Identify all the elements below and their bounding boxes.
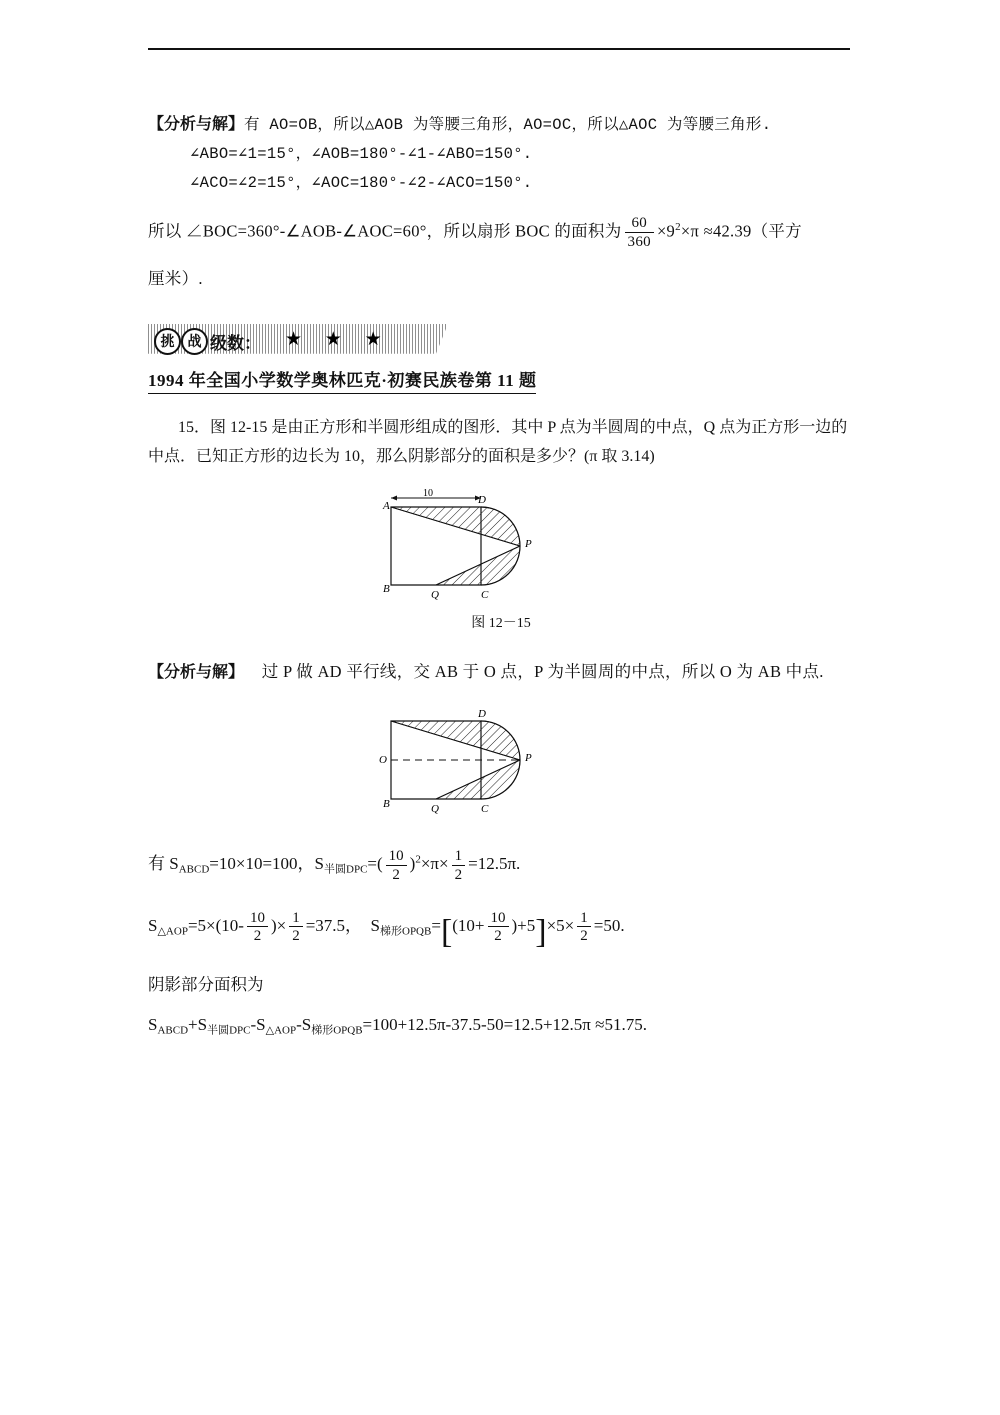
header-rule (148, 48, 850, 50)
eq1-frac2-den: 2 (452, 865, 466, 884)
solution1-line4 (148, 215, 854, 251)
eq2b-fraction-10-2 (488, 910, 509, 946)
eq2b-in2: )+5 (511, 916, 536, 935)
eq2-sub: △AOP (157, 925, 188, 938)
equation-3 (148, 1015, 854, 1037)
eq2b-end: =50. (593, 916, 625, 935)
eq2b-in1: (10+ (452, 916, 485, 935)
challenge-banner (148, 324, 448, 358)
eq1-tail: ×π× (420, 854, 449, 874)
eq2b-frac2-den: 2 (577, 926, 591, 945)
figure-2-label-P: P (525, 752, 532, 765)
eq1-frac2-num: 1 (454, 848, 463, 865)
figure-1-canvas (148, 485, 854, 610)
eq1-post: ) (409, 854, 416, 874)
eq1-eq: =( (367, 854, 383, 874)
eq2b-frac2-num: 1 (580, 909, 588, 926)
eq3-minus: -S (250, 1015, 266, 1035)
eq1-fraction-1-2 (452, 848, 466, 884)
eq2-frac-den: 2 (247, 926, 268, 945)
eq2b-eq: = (431, 916, 441, 935)
solution1-line4-post: ×π ≈42.39（平方 (680, 221, 802, 241)
eq3-s1: S (148, 1015, 158, 1035)
figure-2-label-B: B (383, 798, 390, 811)
eq1-frac-num: 10 (388, 848, 404, 865)
analysis-tag: 【分析与解】 (148, 116, 245, 133)
figure-1-caption: 图 12－15 (471, 616, 531, 632)
figure-2-canvas (148, 701, 854, 826)
eq2b-frac-num: 10 (490, 909, 506, 926)
solution1-line5: 厘米）. (148, 268, 203, 288)
eq3-plus: +S (188, 1015, 208, 1035)
fraction-denominator: 360 (625, 232, 654, 251)
solution1-line1-text: 有 AO=OB，所以△AOB 为等腰三角形，AO=OC，所以△AOC 为等腰三角形. (244, 116, 772, 134)
banner-char-2: 战 (181, 328, 208, 355)
figure-2-svg (331, 701, 671, 826)
banner-char-1: 挑 (154, 328, 181, 355)
eq2b-sub: 梯形OPQB (380, 925, 432, 938)
eq2b-pre: S (370, 916, 380, 935)
solution1-line4-mid: ×9 (656, 221, 676, 241)
eq2-mid: =5×(10- (187, 916, 244, 935)
question-paragraph (148, 414, 854, 472)
figure-2 (148, 701, 854, 826)
solution2-intro-text: 过 P 做 AD 平行线，交 AB 于 O 点，P 为半圆周的中点，所以 O 为 AB 中点. (261, 662, 824, 682)
document-content (148, 110, 854, 1064)
eq2b-bracket-open: [ (440, 913, 453, 951)
eq2-mid2: )× (270, 916, 287, 935)
equation-2 (148, 909, 854, 951)
eq3-sub3: △AOP (265, 1024, 297, 1037)
banner-stars: ★ ★ ★ (285, 328, 391, 350)
fraction-60-360 (625, 215, 654, 251)
solution1-line3: ∠ACO=∠2=15°，∠AOC=180°-∠2-∠ACO=150°. (190, 174, 533, 193)
banner-level-label: 级数： (210, 333, 261, 353)
eq1-sup: 2 (415, 853, 421, 866)
eq1-s2: S (314, 854, 325, 874)
shaded-area-label: 阴影部分面积为 (148, 975, 264, 995)
solution2-intro-line (148, 658, 854, 687)
figure-2-label-C: C (481, 803, 489, 816)
source-line: 1994 年全国小学数学奥林匹克·初赛民族卷第 11 题 (148, 366, 536, 394)
solution1-line4-pre: 所以 ∠BOC=360°-∠AOB-∠AOC=60°，所以扇形 BOC 的面积为 (148, 221, 622, 241)
figure-1-label-C: C (481, 589, 489, 602)
eq2-frac2-num: 1 (292, 909, 300, 926)
eq1-fraction-10-2 (386, 848, 407, 884)
eq3-sub4: 梯形OPQB (311, 1024, 363, 1037)
eq2b-bracket-close: ] (535, 913, 547, 951)
solution1-line1 (148, 110, 854, 139)
figure-1-label-A: A (383, 500, 390, 513)
eq1-pre: 有 S (148, 854, 179, 874)
eq2-fraction-10-2 (247, 910, 268, 946)
eq2b-frac-den: 2 (488, 926, 509, 945)
equation-1 (148, 848, 854, 884)
eq1-frac-den: 2 (386, 865, 407, 884)
figure-1-dim-label: 10 (423, 488, 433, 500)
solution1-line4-sup: 2 (675, 221, 681, 234)
eq1-sub2: 半圆DPC (324, 863, 368, 876)
figure-1-label-P: P (525, 538, 532, 551)
eq2b-fraction-1-2 (577, 910, 591, 946)
figure-2-label-Q: Q (431, 803, 439, 816)
figure-1-label-Q: Q (431, 589, 439, 602)
figure-1-label-D: D (478, 494, 486, 507)
eq2-pre: S (148, 916, 158, 935)
figure-2-label-O: O (379, 754, 387, 767)
eq3-sub2: 半圆DPC (207, 1024, 251, 1037)
eq2-fraction-1-2 (289, 910, 303, 946)
fraction-numerator: 60 (631, 215, 648, 232)
eq1-mid: =10×10=100， (209, 854, 315, 874)
figure-1-label-B: B (383, 583, 390, 596)
equation-block (148, 848, 854, 1037)
eq2-frac-num: 10 (249, 909, 265, 926)
figure-12-15 (148, 485, 854, 632)
eq2-frac2-den: 2 (289, 926, 303, 945)
question-number: 15． (178, 418, 211, 436)
eq1-end: =12.5π. (468, 854, 521, 874)
eq3-sub1: ABCD (157, 1024, 189, 1037)
solution1-line2: ∠ABO=∠1=15°，∠AOB=180°-∠1-∠ABO=150°. (190, 145, 533, 164)
eq1-sub1: ABCD (178, 863, 210, 876)
eq2-end: =37.5， (305, 916, 363, 935)
figure-1-svg (331, 485, 671, 610)
analysis-tag-2: 【分析与解】 (148, 664, 245, 682)
source-line-wrap (148, 366, 854, 408)
eq3-minus2: -S (296, 1015, 312, 1035)
eq2b-tail: ×5× (546, 916, 575, 935)
question-text: 图 12-15 是由正方形和半圆形组成的图形．其中 P 点为半圆周的中点，Q 点为正方形一边的中点．已知正方形的边长为 10，那么阴影部分的面积是多少？(π 取 3.14) (148, 418, 848, 465)
eq3-end: =100+12.5π-37.5-50=12.5+12.5π ≈51.75. (362, 1015, 647, 1035)
figure-2-label-D: D (478, 708, 486, 721)
